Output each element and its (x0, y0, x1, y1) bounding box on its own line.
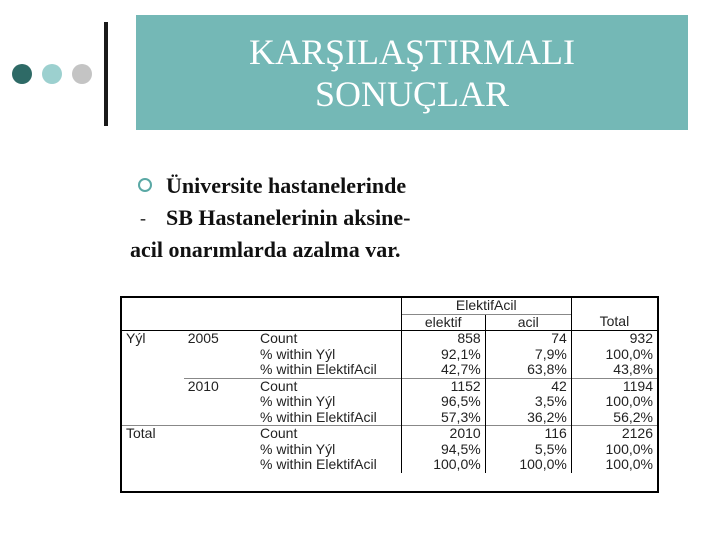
dash-bullet: - (140, 208, 146, 228)
dot-light (42, 64, 62, 84)
table-row: % within Yýl 92,1% 7,9% 100,0% (122, 347, 657, 363)
body-line-2: SB Hastanelerinin aksine- (166, 205, 411, 230)
title-line-1: KARŞILAŞTIRMALI (248, 31, 575, 72)
col-header-acil: acil (485, 314, 571, 331)
row-var-label: Yýl (126, 330, 146, 346)
table-row: Yýl 2005 Count 858 74 932 (122, 331, 657, 347)
dot-grey (72, 64, 92, 84)
table-row: % within ElektifAcil 42,7% 63,8% 43,8% (122, 362, 657, 378)
slide-title (136, 15, 688, 130)
table-row: % within ElektifAcil 57,3% 36,2% 56,2% (122, 410, 657, 426)
total-label: Total (122, 426, 184, 442)
table-row: % within Yýl 94,5% 5,5% 100,0% (122, 442, 657, 458)
table-row: % within Yýl 96,5% 3,5% 100,0% (122, 394, 657, 410)
table-row: % within ElektifAcil 100,0% 100,0% 100,0% (122, 457, 657, 473)
title-divider (104, 22, 108, 126)
col-header-elektif: elektif (401, 314, 485, 331)
body-line-1: Üniversite hastanelerinde (166, 173, 407, 198)
table-row: 2010 Count 1152 42 1194 (122, 378, 657, 394)
decorative-dots (12, 64, 96, 86)
table-row: Total Count 2010 116 2126 (122, 426, 657, 442)
crosstab-table (120, 296, 659, 493)
circle-bullet-icon (138, 178, 152, 192)
slide-body (132, 170, 652, 266)
body-line-3: acil onarımlarda azalma var. (130, 237, 401, 262)
bullet-line-1 (132, 170, 652, 202)
dot-dark (12, 64, 32, 84)
group-header: ElektifAcil (401, 298, 571, 314)
bullet-line-2 (132, 202, 652, 234)
title-line-2: SONUÇLAR (314, 73, 510, 114)
col-header-total: Total (571, 314, 657, 331)
